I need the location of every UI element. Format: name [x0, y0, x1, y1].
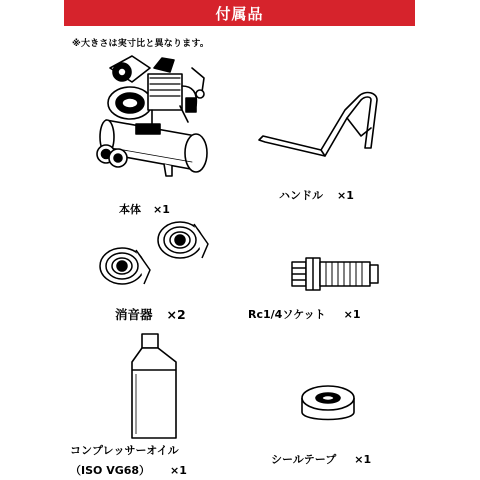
item-qty: ×1 — [354, 453, 372, 466]
item-name: 本体 — [119, 203, 141, 216]
section-header — [64, 0, 415, 26]
oil-bottle-icon — [128, 330, 188, 442]
item-name: 消音器 — [115, 307, 153, 322]
item-label-handle — [279, 187, 354, 203]
handle-icon — [255, 88, 385, 168]
item-spec: （ISO VG68） — [70, 464, 151, 477]
item-name: コンプレッサーオイル — [70, 444, 179, 457]
item-label-main-unit — [119, 201, 170, 217]
item-label-socket — [248, 306, 361, 322]
item-qty: ×2 — [166, 307, 186, 322]
air-compressor-icon — [92, 48, 222, 188]
item-label-seal-tape — [271, 451, 371, 467]
item-name: シールテープ — [271, 453, 337, 466]
seal-tape-icon — [298, 378, 358, 428]
item-label-muffler — [115, 305, 186, 323]
size-note: ※大きさは実寸比と異なります。 — [72, 39, 210, 49]
socket-icon — [290, 256, 380, 292]
item-qty: ×1 — [337, 189, 354, 202]
item-qty: ×1 — [153, 203, 170, 216]
item-name: ハンドル — [279, 189, 323, 202]
item-label-oil — [70, 442, 187, 478]
item-name: Rc1/4ソケット — [248, 308, 326, 321]
muffler-icon — [96, 220, 226, 300]
item-qty: ×1 — [170, 464, 187, 477]
item-qty: ×1 — [343, 308, 361, 321]
section-title: 付属品 — [215, 4, 264, 23]
